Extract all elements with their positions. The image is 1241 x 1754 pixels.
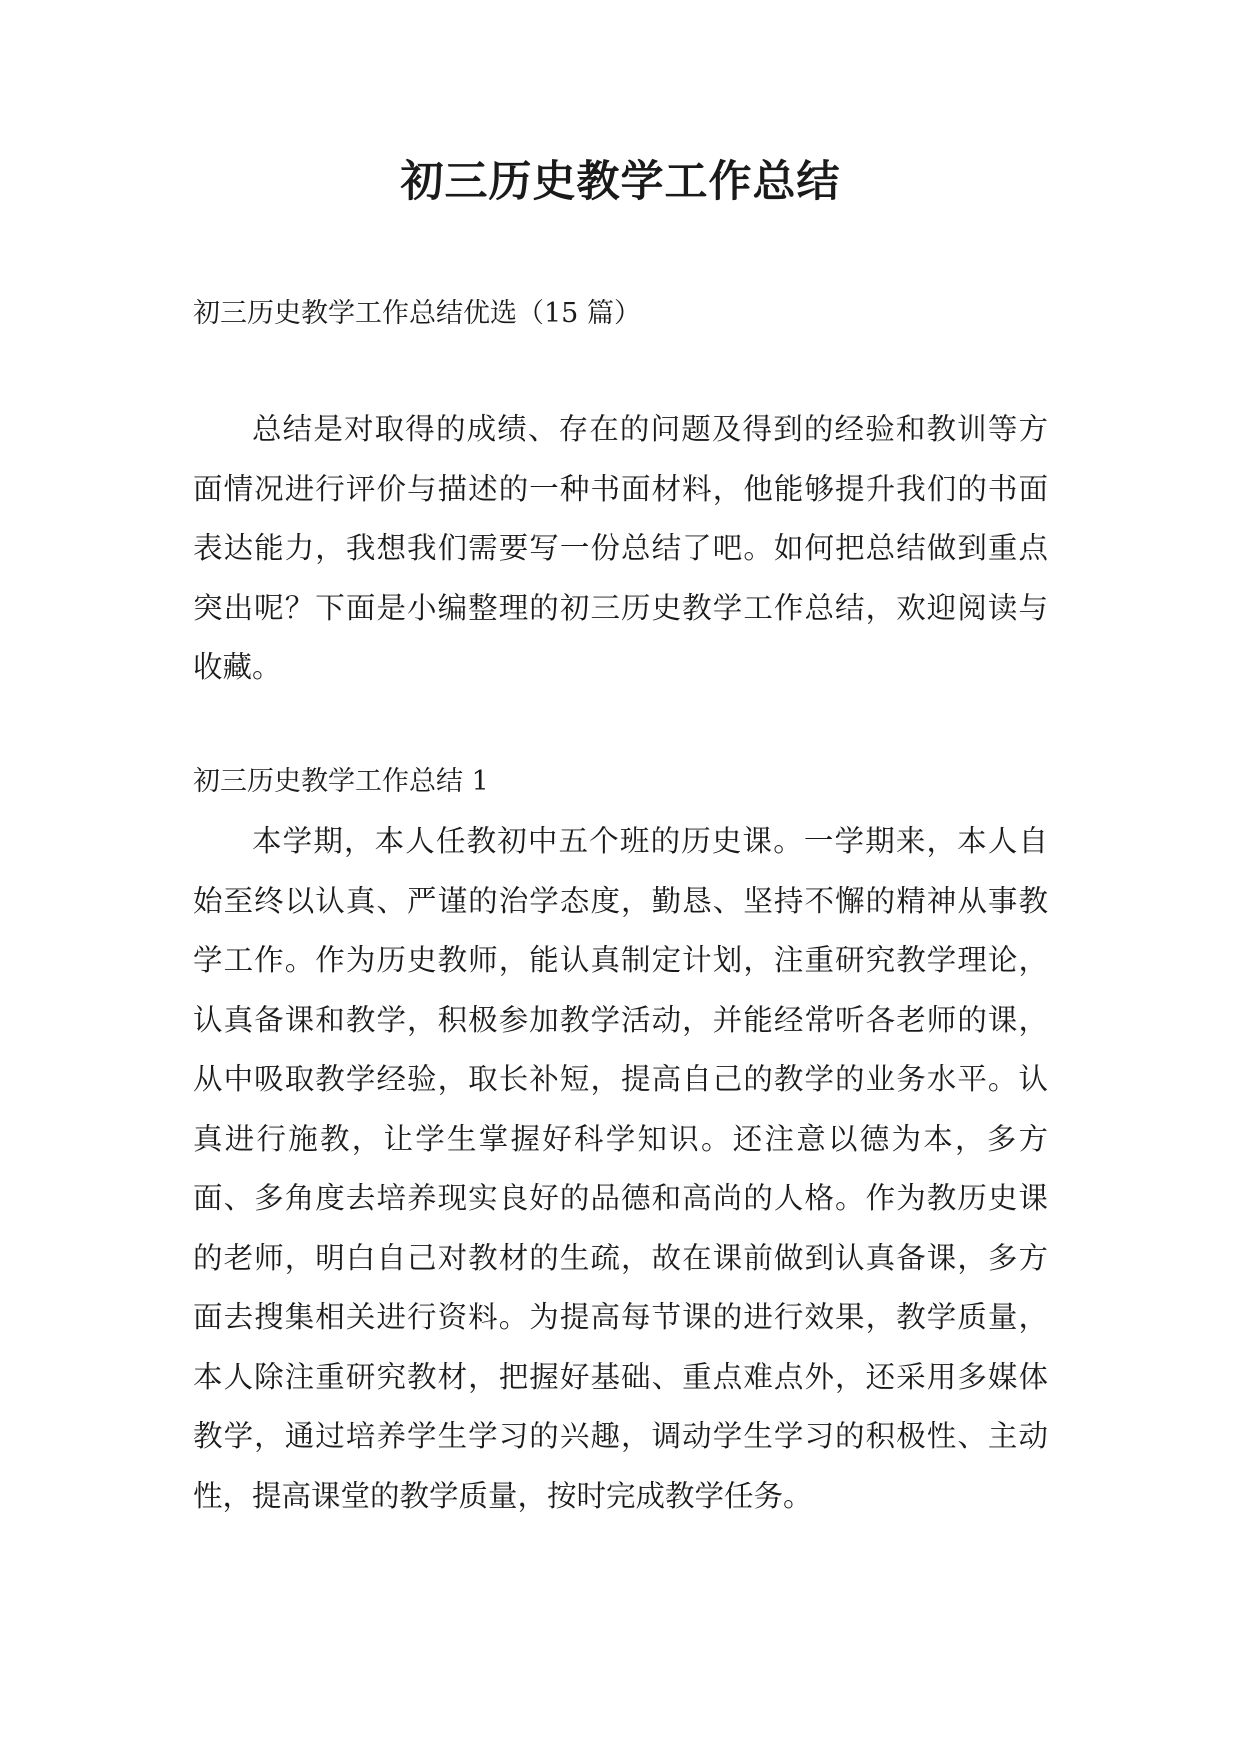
section-heading: 初三历史教学工作总结 1 (193, 766, 489, 797)
intro-paragraph: 总结是对取得的成绩、存在的问题及得到的经验和教训等方面情况进行评价与描述的一种书面材料，他能够提升我们的书面表达能力，我想我们需要写一份总结了吧。如何把总结做到重点突出呢？下面是小编整理的初三历史教学工作总结，欢迎阅读与收藏。 (193, 412, 1048, 684)
document-title: 初三历史教学工作总结 (400, 157, 841, 207)
section-paragraph: 本学期，本人任教初中五个班的历史课。一学期来，本人自始至终以认真、严谨的治学态度，勤恳、坚持不懈的精神从事教学工作。作为历史教师，能认真制定计划，注重研究教学理论，认真备课和教学，积极参加教学活动，并能经常听各老师的课，从中吸取教学经验，取长补短，提高自己的教学的业务水平。认真进行施教，让学生掌握好科学知识。还注意以德为本，多方面、多角度去培养现实良好的品德和高尚的人格。作为教历史课的老师，明白自己对教材的生疏，故在课前做到认真备课，多方面去搜集相关进行资料。为提高每节课的进行效果，教学质量，本人除注重研究教材，把握好基础、重点难点外，还采用多媒体教学，通过培养学生学习的兴趣，调动学生学习的积极性、主动性，提高课堂的教学质量，按时完成教学任务。 (193, 824, 1048, 1513)
document-subtitle: 初三历史教学工作总结优选（15 篇） (193, 298, 641, 329)
